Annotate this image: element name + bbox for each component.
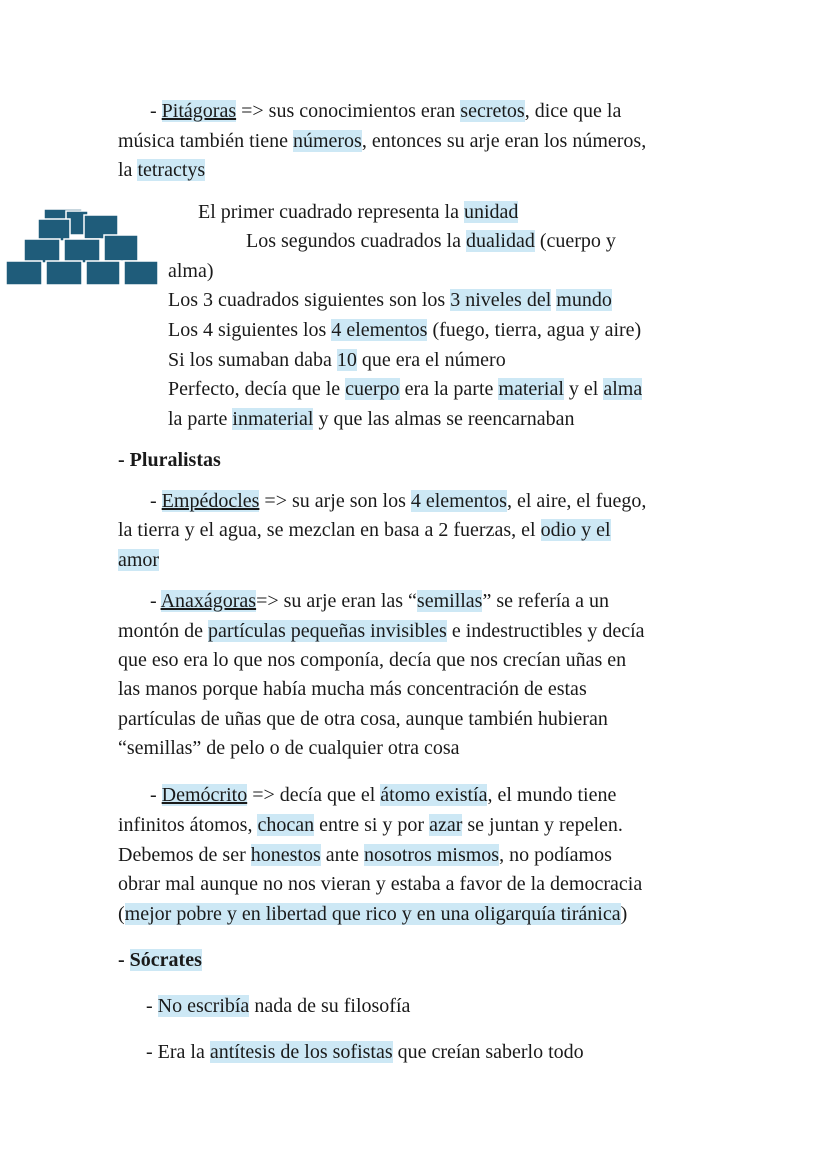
tetractys-square	[86, 261, 120, 285]
empedocles-line-2: la tierra y el agua, se mezclan en basa a 2 fuerzas, el odio y el	[118, 519, 611, 541]
anaxagoras-line-4: las manos porque había mucha más concentración de estas	[118, 678, 587, 700]
anaxagoras-line-2: montón de partículas pequeñas invisibles e indestructibles y decía	[118, 620, 645, 642]
tetractys-line-7: Perfecto, decía que le cuerpo era la parte material y el alma	[168, 378, 643, 400]
socrates-item-2: - Era la antítesis de los sofistas que creían saberlo todo	[146, 1041, 584, 1063]
tetractys-square	[104, 235, 138, 261]
democrito-line-3: Debemos de ser honestos ante nosotros mismos, no podíamos	[118, 844, 612, 866]
pitagoras-line-1: - Pitágoras => sus conocimientos eran secretos, dice que la	[150, 100, 622, 122]
anaxagoras-line-1: - Anaxágoras=> su arje eran las “semillas” se refería a un	[150, 590, 610, 612]
tetractys-line-2: Los segundos cuadrados la dualidad (cuerpo y	[246, 230, 616, 252]
pitagoras-name: Pitágoras	[161, 100, 237, 122]
democrito-name: Demócrito	[161, 784, 248, 806]
tetractys-line-3: alma)	[168, 260, 214, 282]
anaxagoras-line-5: partículas de uñas que de otra cosa, aunque también hubieran	[118, 708, 608, 730]
tetractys-diagram	[0, 205, 165, 290]
socrates-heading: - Sócrates	[118, 949, 202, 971]
tetractys-line-1: El primer cuadrado representa la unidad	[198, 201, 519, 223]
pluralistas-heading: - Pluralistas	[118, 449, 221, 471]
tetractys-square	[38, 219, 70, 241]
pitagoras-line-3: la tetractys	[118, 159, 206, 181]
anaxagoras-line-3: que eso era lo que nos componía, decía que nos crecían uñas en	[118, 649, 627, 671]
tetractys-square	[124, 261, 158, 285]
democrito-line-4: obrar mal aunque no nos vieran y estaba a favor de la democracia	[118, 873, 643, 895]
tetractys-line-4: Los 3 cuadrados siguientes son los 3 niveles del mundo	[168, 289, 612, 311]
tetractys-line-5: Los 4 siguientes los 4 elementos (fuego, tierra, agua y aire)	[168, 319, 642, 341]
empedocles-line-1: - Empédocles => su arje son los 4 elementos, el aire, el fuego,	[150, 490, 647, 512]
tetractys-square	[64, 239, 100, 263]
tetractys-square	[24, 239, 60, 263]
tetractys-line-6: Si los sumaban daba 10 que era el número	[168, 349, 506, 371]
anaxagoras-line-6: “semillas” de pelo o de cualquier otra cosa	[118, 737, 460, 759]
anaxagoras-name: Anaxágoras	[160, 590, 257, 612]
empedocles-line-3: amor	[118, 549, 160, 571]
socrates-item-1: - No escribía nada de su filosofía	[146, 995, 411, 1017]
tetractys-line-8: la parte inmaterial y que las almas se reencarnaban	[168, 408, 575, 430]
pitagoras-line-2: música también tiene números, entonces su arje eran los números,	[118, 130, 647, 152]
empedocles-name: Empédocles	[161, 490, 260, 512]
democrito-line-5: (mejor pobre y en libertad que rico y en una oligarquía tiránica)	[118, 903, 628, 925]
democrito-line-1: - Demócrito => decía que el átomo existía, el mundo tiene	[150, 784, 617, 806]
tetractys-square	[6, 261, 42, 285]
democrito-line-2: infinitos átomos, chocan entre si y por azar se juntan y repelen.	[118, 814, 623, 836]
tetractys-square	[46, 261, 82, 285]
